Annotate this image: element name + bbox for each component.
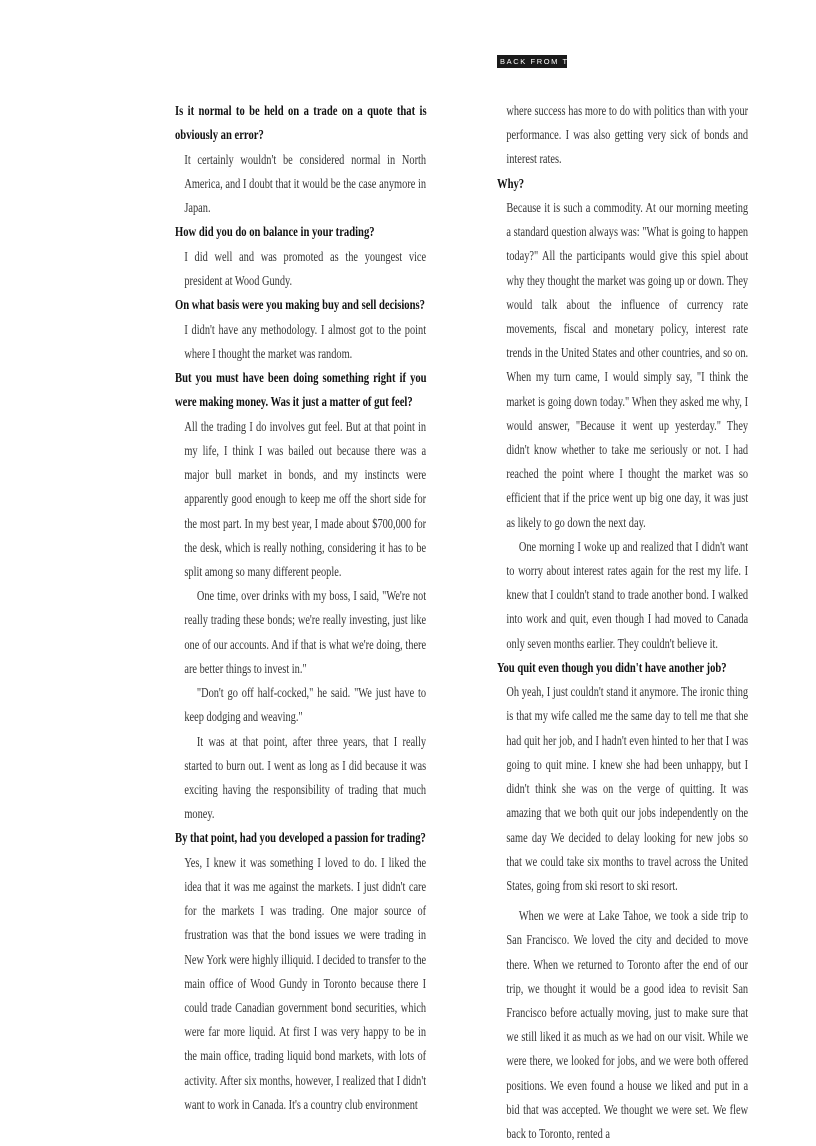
answer-paragraph: "Don't go off half-cocked," he said. "We just have to keep dodging and weaving." <box>184 685 427 725</box>
interview-answer: Yes, I knew it was something I loved to do. I liked the idea that it was me against the markets. I just didn't care for the markets I was trading. One major source of frustration was that the bond issues we were trading in New York were highly illiquid. I decided to transfer to the main office of Wood Gundy in Toronto because there I could trade Canadian government bond securities, which were far more liquid. At first I was very happy to be in the main office, trading liquid bond markets, with lots of activity. After six months, however, I realized that I didn't want to work in Canada. It's a country club environment <box>184 854 427 1112</box>
interview-question: Is it normal to be held on a trade on a quote that is obviously an error? <box>175 103 427 143</box>
answer-paragraph: One time, over drinks with my boss, I said, "We're not really trading these bonds; we're really investing, just like one of our accounts. And if that is what we're doing, there are better things to invest in." <box>184 588 427 676</box>
interview-answer: All the trading I do involves gut feel. But at that point in my life, I think I was bailed out because there was a major bull market in bonds, and my instincts were apparently good enough to keep me off the short side for the most part. In my best year, I made about $700,000 for the desk, which is really nothing, considering it has to be split among so many different people. <box>184 418 427 580</box>
interview-answer: where success has more to do with politics than with your performance. I was also getting very sick of bonds and interest rates. <box>506 103 749 167</box>
interview-answer: It certainly wouldn't be considered normal in North America, and I doubt that it would be the case anymore in Japan. <box>184 151 427 216</box>
interview-answer: I didn't have any methodology. I almost got to the point where I thought the market was random. <box>184 321 427 361</box>
interview-question: On what basis were you making buy and sell decisions? <box>175 297 425 313</box>
running-head: BACK FROM THE A <box>497 55 567 68</box>
answer-paragraph: One morning I woke up and realized that I didn't want to worry about interest rates again for the rest my life. I knew that I couldn't stand to trade another bond. I walked into work and quit, even though I had moved to Canada only seven months earlier. They couldn't believe it. <box>506 538 749 651</box>
interview-answer: I did well and was promoted as the youngest vice president at Wood Gundy. <box>184 248 427 289</box>
answer-paragraph: When we were at Lake Tahoe, we took a side trip to San Francisco. We loved the city and decided to move there. When we returned to Toronto after the end of our trip, we thought it would be a good idea to revisit San Francisco before actually moving, just to make sure that we still liked it as much as we had on our visit. While we were there, we looked for jobs, and we were both offered positions. We even found a house we liked and put in a bid that was accepted. We thought we were set. We flew back to Toronto, rented a <box>506 908 749 1141</box>
interview-question: But you must have been doing something right if you were making money. Was it just a matter of gut feel? <box>175 370 427 410</box>
right-column <box>497 99 749 1146</box>
interview-answer: Oh yeah, I just couldn't stand it anymore. The ironic thing is that my wife called me the same day to tell me that she had quit her job, and I hadn't even hinted to her that I was going to quit mine. I knew she had been unhappy, but I didn't think she was on the verge of quitting. It was amazing that we both quit our jobs independently on the same day We decided to delay looking for new jobs so that we could take six months to travel across the United States, going from ski resort to ski resort. <box>506 684 749 893</box>
left-column <box>175 99 427 1117</box>
answer-paragraph: It was at that point, after three years, that I really started to burn out. I went as long as I did because it was exciting having the responsibility of trading that much money. <box>184 733 427 822</box>
interview-question: How did you do on balance in your trading? <box>175 224 375 240</box>
interview-question: By that point, had you developed a passion for trading? <box>175 830 426 846</box>
interview-question: Why? <box>497 175 525 191</box>
interview-question: You quit even though you didn't have another job? <box>497 659 727 675</box>
interview-answer: Because it is such a commodity. At our morning meeting a standard question always was: "What is going to happen today?" All the participants would give this spiel about why they thought the market was going up or down. They would talk about the influence of currency rate movements, fiscal and monetary policy, interest rate trends in the United States and other countries, and so on. When my turn came, I would simply say, "I think the market is going down today." When they asked me why, I would answer, "Because it went up yesterday." They didn't know whether to take me seriously or not. I had reached the point where I thought the market was so efficient that if the price went up big one day, it was just as likely to go down the next day. <box>506 200 749 530</box>
